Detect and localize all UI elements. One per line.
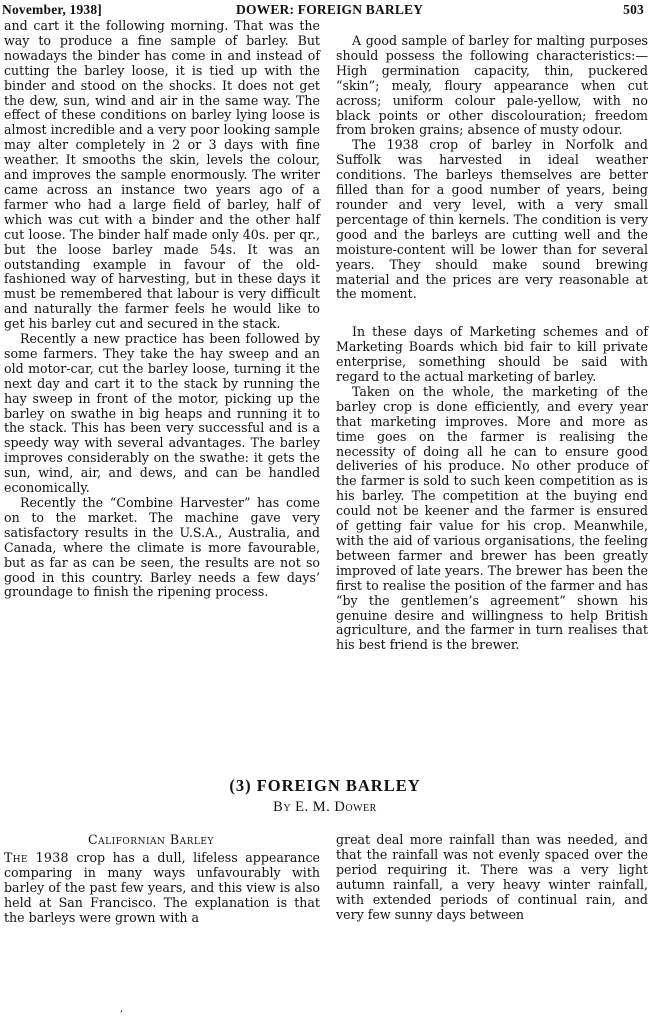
- paragraph: Taken on the whole, the marketing of the barley crop is done efficiently, and every year that marketing improves. More and more as time goes on the farmer is realising the necessity of doing all he can to ensure good deliveries of his produce. No other produce of the farmer is sold to such keen competition as is his barley. The competition at the buying end could not be keener and the farmer is ensured of getting fair value for his crop. Meanwhile, with the aid of various organisations, the feeling between farmer and brewer has been greatly improved of late years. The brewer has been the first to realise the position of the farmer and has “by the gentlemen’s agreement” shown his genuine desire and willingness to help British agriculture, and the farmer in turn realises that his best friend is the brewer.: [336, 383, 648, 653]
- paragraph: and cart it the following morning. That was the way to produce a fine sample of barley. But nowadays the binder has come in and instead of cutting the barley loose, it is tied up with the binder and stood on the shocks. It does not get the dew, sun, wind and air in the same way. The effect of these conditions on barley lying loose is almost incredible and a very poor looking sample may alter completely in 2 or 3 days with fine weather. It smooths the skin, levels the colour, and improves the sample enormously. The writer came across an instance two years ago of a farmer who had a large field of barley, half of which was cut with a binder and the other half cut loose. The binder half made only 40s. per qr., but the loose barley made 54s. It was an outstanding example in favour of the old-fashioned way of harvesting, but in these days it must be remembered that labour is very difficult and naturally the farmer feels he would like to get his barley cut and secured in the stack.: [4, 18, 320, 332]
- author-byline: By E. M. Dower: [273, 799, 377, 815]
- paragraph: [4, 851, 320, 926]
- text-column-left-upper: [4, 19, 320, 600]
- header-date: November, 1938]: [2, 2, 102, 17]
- section-title: (3) FOREIGN BARLEY: [229, 776, 421, 795]
- lead-words: The 1938: [4, 850, 69, 865]
- paragraph: Recently a new practice has been followed by some farmers. They take the hay sweep and an old motor-car, cut the barley loose, turning it the next day and cart it to the stack by running the hay sweep in front of the motor, picking up the barley on swathe in big heaps and running it to the stack. This has been very successful and is a speedy way with several advantages. The barley improves considerably on the swathe: it gets the sun, wind, air, and dews, and can be handled economically.: [4, 331, 320, 496]
- paragraph: Recently the “Combine Harvester” has come on to the market. The machine gave very satisfactory results in the U.S.A., Australia, and Canada, where the climate is more favourable, but as far as can be seen, the results are not so good in this country. Barley needs a few days’ groundage to finish the ripening process.: [4, 495, 320, 600]
- sub-heading: Californian Barley: [88, 832, 214, 847]
- paragraph: In these days of Marketing schemes and of Marketing Boards which bid fair to kill private enterprise, something should be said with regard to the actual marketing of barley.: [336, 324, 648, 385]
- paragraph: The 1938 crop of barley in Norfolk and Suffolk was harvested in ideal weather conditions. The barleys themselves are better filled than for a good number of years, being rounder and very level, with a very small percentage of thin kernels. The condition is very good and the barleys are cutting well and the moisture-content will be lower than for several years. They should make sound brewing material and the prices are very reasonable at the moment.: [336, 137, 648, 302]
- text-column-right-lower: [336, 833, 648, 922]
- header-page-number: 503: [623, 2, 644, 17]
- running-header: [0, 0, 650, 18]
- header-running-title: DOWER: FOREIGN BARLEY: [236, 2, 424, 17]
- paragraph-gap: [336, 302, 648, 325]
- paragraph: great deal more rainfall than was needed, and that the rainfall was not evenly spaced over the period requiring it. There was a very light autumn rainfall, a very heavy winter rainfall, with extended periods of continual rain, and very few sunny days between: [336, 832, 648, 922]
- paragraph: A good sample of barley for malting purposes should possess the following characteristics:—High germination capacity, thin, puckered “skin”; mealy, floury appearance when cut across; uniform colour pale-yellow, with no black points or other discolouration; freedom from broken grains; absence of musty odour.: [336, 33, 648, 138]
- print-speck: ,: [120, 1003, 124, 1014]
- text-column-right-upper: [336, 34, 648, 653]
- paragraph-text: crop has a dull, lifeless appearance comparing in many ways unfavourably with barley of the past few years, and this view is also held at San Francisco. The explanation is that the barleys were grown with a: [4, 850, 320, 925]
- text-column-left-lower: [4, 851, 320, 926]
